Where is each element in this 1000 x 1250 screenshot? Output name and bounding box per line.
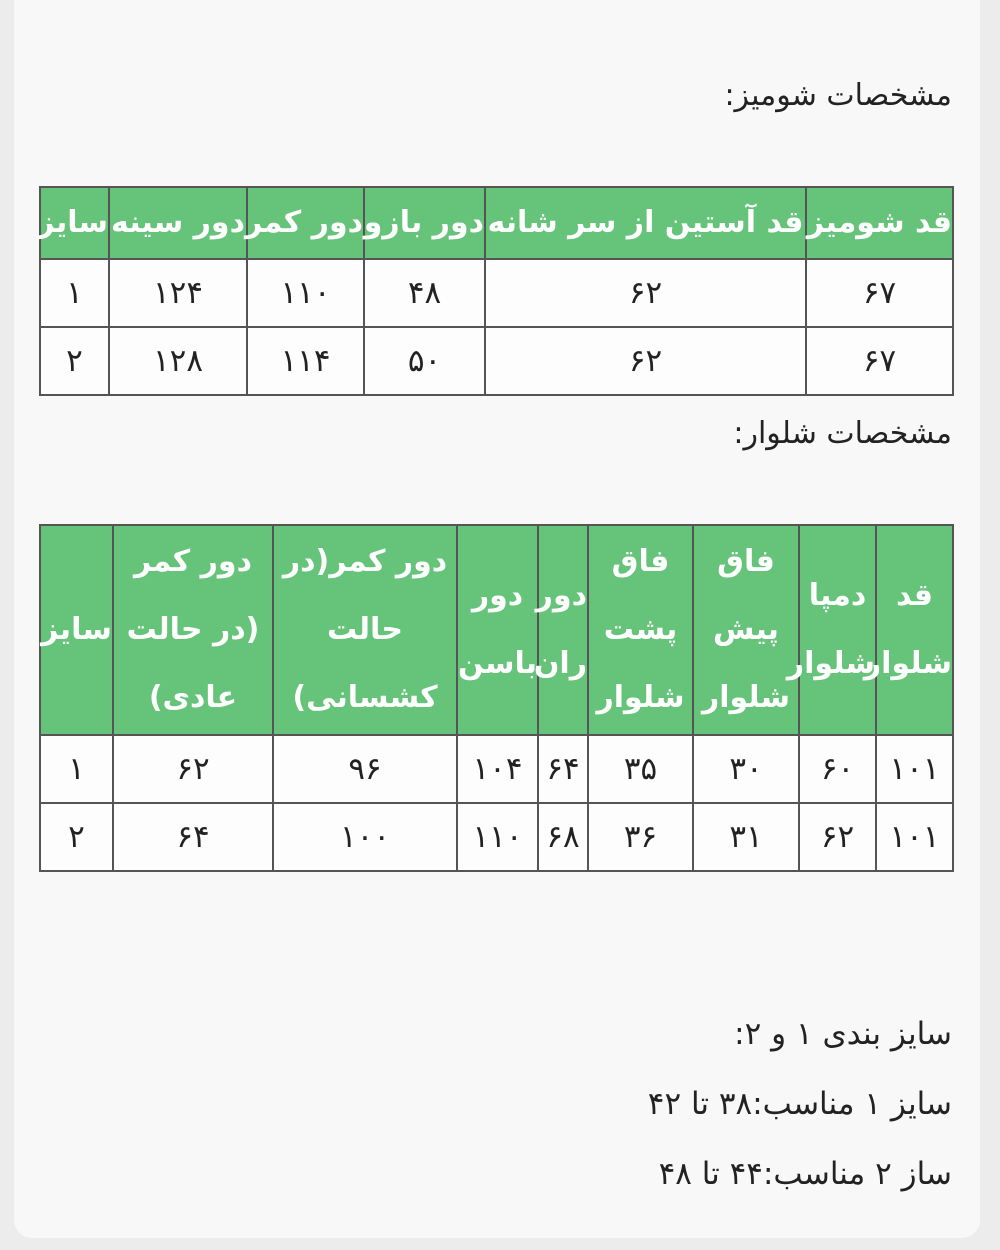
- table-cell: ۱۱۰: [247, 259, 364, 327]
- table-cell: ۶۰: [799, 735, 876, 803]
- table-cell: ۶۲: [113, 735, 273, 803]
- shirt-col-waist: دور کمر: [247, 187, 364, 259]
- table-row: [40, 803, 953, 871]
- pants-col-waist-normal: دور کمر (در حالت عادی): [113, 525, 273, 735]
- table-cell: ۹۶: [273, 735, 457, 803]
- pants-col-waist-stretched: دور کمر(در حالت کشسانی): [273, 525, 457, 735]
- shirt-specs-table: [39, 186, 954, 396]
- table-cell: ۲: [40, 803, 113, 871]
- shirt-col-length: قد شومیز: [806, 187, 953, 259]
- table-cell: ۴۸: [364, 259, 485, 327]
- shirt-col-chest: دور سینه: [109, 187, 247, 259]
- table-cell: ۱۱۴: [247, 327, 364, 395]
- table-cell: ۱۰۰: [273, 803, 457, 871]
- pants-specs-table: [39, 524, 954, 872]
- table-cell: ۱۱۰: [457, 803, 538, 871]
- table-cell: ۶۸: [538, 803, 588, 871]
- table-cell: ۱۰۱: [876, 735, 953, 803]
- sizing-note-title: سایز بندی ۱ و ۲:: [734, 1016, 952, 1052]
- pants-col-front-rise: فاق پیش شلوار: [693, 525, 799, 735]
- table-cell: ۶۲: [799, 803, 876, 871]
- table-cell: ۱۰۱: [876, 803, 953, 871]
- pants-col-hem: دمپا شلوار: [799, 525, 876, 735]
- table-header-row: [40, 187, 953, 259]
- pants-col-hip: دور باسن: [457, 525, 538, 735]
- table-cell: ۶۲: [485, 259, 806, 327]
- pants-col-thigh: دور ران: [538, 525, 588, 735]
- table-row: [40, 735, 953, 803]
- shirt-col-arm-circumference: دور بازو: [364, 187, 485, 259]
- table-cell: ۱: [40, 735, 113, 803]
- table-cell: ۳۶: [588, 803, 693, 871]
- table-cell: ۱۲۸: [109, 327, 247, 395]
- table-cell: ۱۲۴: [109, 259, 247, 327]
- table-cell: ۱: [40, 259, 109, 327]
- pants-specs-heading: مشخصات شلوار:: [733, 416, 952, 451]
- pants-col-length: قد شلوار: [876, 525, 953, 735]
- shirt-col-sleeve-length: قد آستین از سر شانه: [485, 187, 806, 259]
- table-cell: ۵۰: [364, 327, 485, 395]
- table-cell: ۶۷: [806, 327, 953, 395]
- table-cell: ۳۱: [693, 803, 799, 871]
- shirt-specs-heading: مشخصات شومیز:: [724, 78, 952, 113]
- table-cell: ۳۰: [693, 735, 799, 803]
- table-row: [40, 327, 953, 395]
- table-cell: ۶۲: [485, 327, 806, 395]
- table-cell: ۶۴: [538, 735, 588, 803]
- table-cell: ۶۷: [806, 259, 953, 327]
- table-header-row: [40, 525, 953, 735]
- pants-col-size: سایز: [40, 525, 113, 735]
- shirt-col-size: سایز: [40, 187, 109, 259]
- table-cell: ۳۵: [588, 735, 693, 803]
- table-cell: ۲: [40, 327, 109, 395]
- table-row: [40, 259, 953, 327]
- table-cell: ۱۰۴: [457, 735, 538, 803]
- sizing-note-size-1: سایز ۱ مناسب:۳۸ تا ۴۲: [647, 1086, 952, 1122]
- sizing-note-size-2: ساز ۲ مناسب:۴۴ تا ۴۸: [658, 1156, 952, 1192]
- pants-col-back-rise: فاق پشت شلوار: [588, 525, 693, 735]
- table-cell: ۶۴: [113, 803, 273, 871]
